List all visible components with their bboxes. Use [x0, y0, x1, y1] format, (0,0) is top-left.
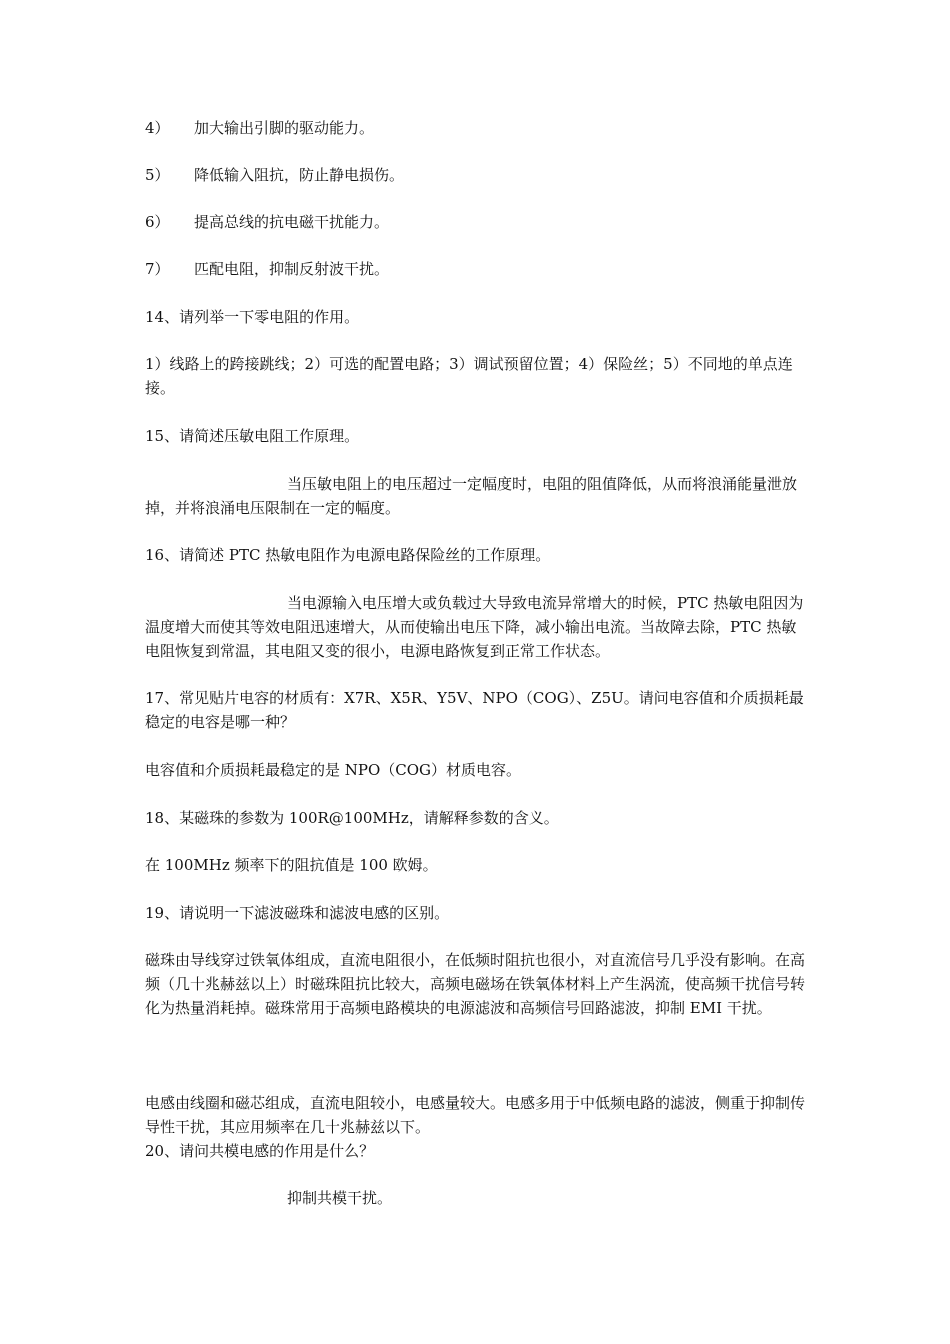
question-19: 19、请说明一下滤波磁珠和滤波电感的区别。 — [145, 904, 450, 922]
list-item — [145, 116, 810, 140]
question-17: 17、常见贴片电容的材质有：X7R、X5R、Y5V、NPO（COG）、Z5U。请问电容值和介质损耗最稳定的电容是哪一种？ — [145, 689, 804, 731]
question-14: 14、请列举一下零电阻的作用。 — [145, 308, 360, 326]
answer-19-beads: 磁珠由导线穿过铁氧体组成，直流电阻很小，在低频时阻抗也很小，对直流信号几乎没有影响。在高频（几十兆赫兹以上）时磁珠阻抗比较大，高频电磁场在铁氧体材料上产生涡流，使高频干扰信号转化为热量消耗掉。磁珠常用于高频电路模块的电源滤波和高频信号回路滤波，抑制 EMI 干扰。 — [145, 951, 806, 1017]
answer-19-inductors: 电感由线圈和磁芯组成，直流电阻较小，电感量较大。电感多用于中低频电路的滤波，侧重于抑制传导性干扰，其应用频率在几十兆赫兹以下。 — [145, 1094, 806, 1136]
answer-17: 电容值和介质损耗最稳定的是 NPO（COG）材质电容。 — [145, 761, 522, 779]
answer-14: 1）线路上的跨接跳线；2）可选的配置电路；3）调试预留位置；4）保险丝；5）不同地的单点连接。 — [145, 355, 793, 397]
question-16: 16、请简述 PTC 热敏电阻作为电源电路保险丝的工作原理。 — [145, 546, 551, 564]
list-item — [145, 210, 810, 234]
list-text: 匹配电阻，抑制反射波干扰。 — [194, 260, 390, 278]
list-number: 7） — [145, 260, 170, 278]
answer-16: 当电源输入电压增大或负载过大导致电流异常增大的时候，PTC 热敏电阻因为温度增大而使其等效电阻迅速增大，从而使输出电压下降，减小输出电流。当故障去除，PTC 热敏电阻恢复到常温，其电阻又变的很小，电源电路恢复到正常工作状态。 — [145, 594, 804, 660]
answer-20: 抑制共模干扰。 — [287, 1189, 393, 1207]
list-text: 提高总线的抗电磁干扰能力。 — [194, 213, 390, 231]
list-item — [145, 163, 810, 187]
list-number: 6） — [145, 213, 170, 231]
list-item — [145, 257, 810, 281]
question-20: 20、请问共模电感的作用是什么？ — [145, 1142, 375, 1160]
list-text: 加大输出引脚的驱动能力。 — [194, 119, 375, 137]
question-18: 18、某磁珠的参数为 100R@100MHz，请解释参数的含义。 — [145, 809, 559, 827]
list-number: 4） — [145, 119, 170, 137]
answer-15: 当压敏电阻上的电压超过一定幅度时，电阻的阻值降低，从而将浪涌能量泄放掉，并将浪涌电压限制在一定的幅度。 — [145, 475, 798, 517]
answer-18: 在 100MHz 频率下的阻抗值是 100 欧姆。 — [145, 856, 438, 874]
question-15: 15、请简述压敏电阻工作原理。 — [145, 427, 360, 445]
list-number: 5） — [145, 166, 170, 184]
list-text: 降低输入阻抗，防止静电损伤。 — [194, 166, 405, 184]
